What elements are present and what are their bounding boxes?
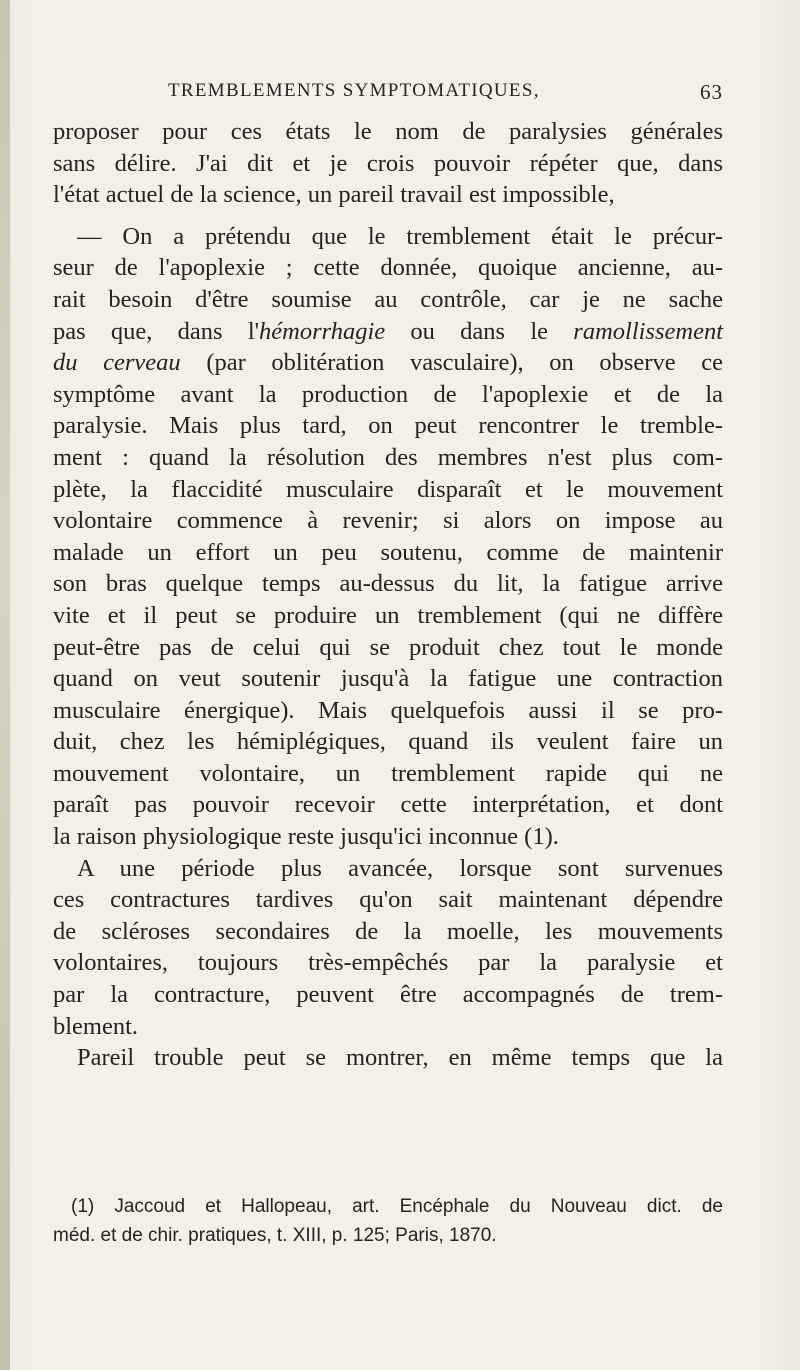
text-fragment: (par oblitération vasculaire), on observe ce [180,349,723,377]
page-gutter [0,0,10,1370]
text-line: ces contractures tardives qu'on sait maintenant dépendre [53,886,723,914]
text-line: de scléroses secondaires de la moelle, les mouvements [53,917,723,945]
italic-term-cerveau: du cerveau [53,349,181,377]
text-line: par la contracture, peuvent être accompagnés de trem- [53,981,723,1009]
text-line: paralysie. Mais plus tard, on peut rencontrer le tremble- [53,412,723,440]
text-line: volontaires, toujours très-empêchés par la paralysie et [53,949,723,977]
text-line: la raison physiologique reste jusqu'ici inconnue (1). [53,823,559,851]
text-line: vite et il peut se produire un tremblement (qui ne diffère [53,601,723,629]
text-line: — On a prétendu que le tremblement était le précur- [77,222,723,250]
text-line: quand on veut soutenir jusqu'à la fatigue une contraction [53,665,723,693]
text-line: malade un effort un peu soutenu, comme de maintenir [53,538,723,566]
text-line: paraît pas pouvoir recevoir cette interprétation, et dont [53,791,723,819]
text-line: duit, chez les hémiplégiques, quand ils veulent faire un [53,728,723,756]
text-line: sans délire. J'ai dit et je crois pouvoir répéter que, dans [53,149,723,177]
body-text [53,116,723,1074]
text-fragment: ou dans le [385,317,574,345]
text-line: mouvement volontaire, un tremblement rapide qui ne [53,759,723,787]
text-line-italic-terms [53,347,723,379]
footnote-line: méd. et de chir. pratiques, t. XIII, p. 125; Paris, 1870. [53,1225,497,1246]
page-number: 63 [700,80,723,104]
text-line: volontaire commence à revenir; si alors on impose au [53,507,723,535]
text-line: A une période plus avancée, lorsque sont survenues [77,854,723,882]
text-line: seur de l'apoplexie ; cette donnée, quoique ancienne, au- [53,254,723,282]
italic-term-ramollissement: ramollissement [573,317,723,345]
text-line: plète, la flaccidité musculaire disparaît et le mouvement [53,475,723,503]
italic-term-hemorrhagie: hémorrhagie [259,317,386,345]
text-line-italic-terms [53,316,723,348]
footnote [53,1192,723,1250]
text-line: l'état actuel de la science, un pareil travail est impossible, [53,181,615,209]
text-line: peut-être pas de celui qui se produit chez tout le monde [53,633,723,661]
text-line: musculaire énergique). Mais quelquefois aussi il se pro- [53,696,723,724]
text-line: ment : quand la résolution des membres n'est plus com- [53,443,723,471]
running-title: TREMBLEMENTS SYMPTOMATIQUES, [168,80,540,101]
text-line: blement. [53,1012,139,1040]
text-line: Pareil trouble peut se montrer, en même temps que la [77,1044,723,1072]
text-line: symptôme avant la production de l'apoplexie et de la [53,380,723,408]
footnote-line: (1) Jaccoud et Hallopeau, art. Encéphale du Nouveau dict. de [71,1196,723,1217]
text-line: rait besoin d'être soumise au contrôle, car je ne sache [53,285,723,313]
text-line: son bras quelque temps au-dessus du lit, la fatigue arrive [53,570,723,598]
text-fragment: pas que, dans l' [53,317,260,345]
text-line: proposer pour ces états le nom de paralysies générales [53,118,723,145]
